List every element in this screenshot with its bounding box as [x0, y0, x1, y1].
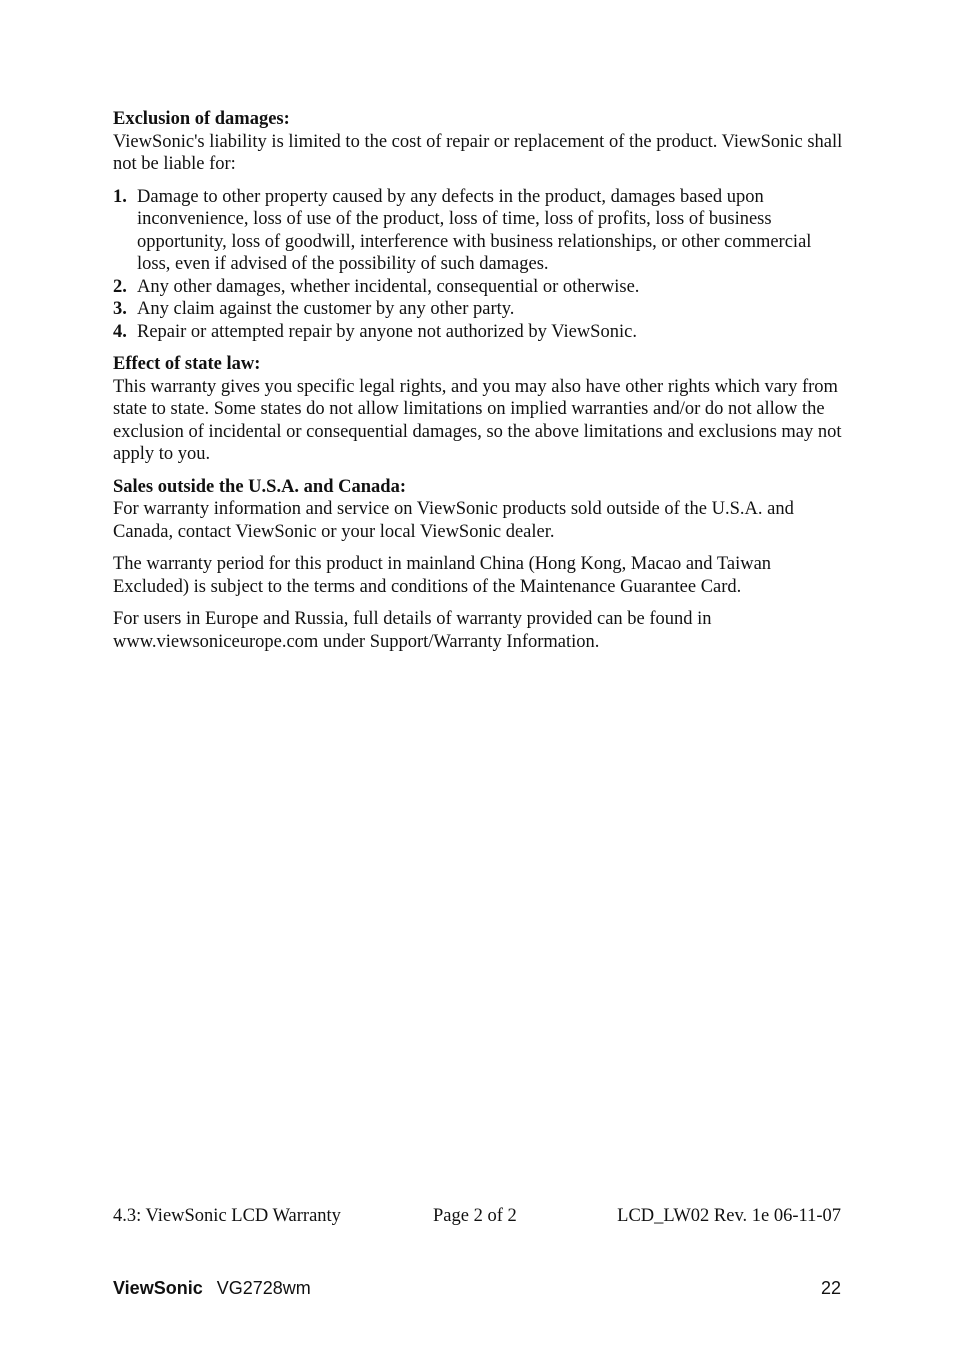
list-item-number: 2. [113, 276, 127, 297]
footer-model: VG2728wm [216, 1278, 311, 1298]
warranty-footer-page: Page 2 of 2 [433, 1206, 517, 1226]
list-item-text: Any other damages, whether incidental, consequential or otherwise. [137, 276, 640, 297]
exclusion-text: ViewSonic's liability is limited to the cost of repair or replacement of the product. ViewSonic shall not be liable for: [113, 131, 843, 174]
list-item [113, 321, 843, 344]
list-item [113, 276, 843, 299]
list-item-number: 3. [113, 299, 127, 319]
list-item-text: Damage to other property caused by any defects in the product, damages based upon inconvenience, loss of use of the product, loss of time, loss of profits, loss of business opportunity, loss of goodwill, interference with business relationships, or other commercial loss, even if advised of the possibility of such damages. [137, 186, 812, 274]
list-item-text: Any claim against the customer by any other party. [137, 299, 515, 319]
list-item [113, 186, 843, 276]
europe-warranty-line-1: For users in Europe and Russia, full details of warranty provided can be found in [113, 609, 712, 629]
list-item-number: 1. [113, 186, 127, 207]
warranty-footer-title: 4.3: ViewSonic LCD Warranty [113, 1206, 341, 1226]
page-footer [113, 1276, 841, 1300]
document-body [113, 108, 843, 663]
warranty-footer-revision: LCD_LW02 Rev. 1e 06-11-07 [617, 1206, 841, 1226]
exclusion-heading: Exclusion of damages: [113, 109, 290, 129]
sales-outside-heading: Sales outside the U.S.A. and Canada: [113, 476, 406, 497]
list-item-text: Repair or attempted repair by anyone not authorized by ViewSonic. [137, 321, 637, 342]
page-number: 22 [820, 1278, 841, 1298]
list-item [113, 298, 843, 321]
europe-warranty-text [113, 608, 843, 653]
exclusion-list [113, 186, 843, 344]
europe-warranty-link: www.viewsoniceurope.com under Support/Warranty Information. [113, 631, 600, 652]
list-item-number: 4. [113, 321, 127, 342]
state-law-heading: Effect of state law: [113, 354, 261, 374]
footer-brand: ViewSonic [113, 1278, 203, 1298]
sales-outside-text: For warranty information and service on ViewSonic products sold outside of the U.S.A. and Canada, contact ViewSonic or your local ViewSonic dealer. [113, 499, 794, 542]
warranty-footer [113, 1204, 841, 1228]
state-law-text: This warranty gives you specific legal rights, and you may also have other rights which vary from state to state. Some states do not allow limitations on implied warranties and/or do not allow the exclusion of incidental or consequential damages, so the above limitations and exclusions may not apply to you. [113, 376, 842, 464]
china-warranty-text: The warranty period for this product in mainland China (Hong Kong, Macao and Taiwan Excluded) is subject to the terms and conditions of the Maintenance Guarantee Card. [113, 554, 772, 597]
